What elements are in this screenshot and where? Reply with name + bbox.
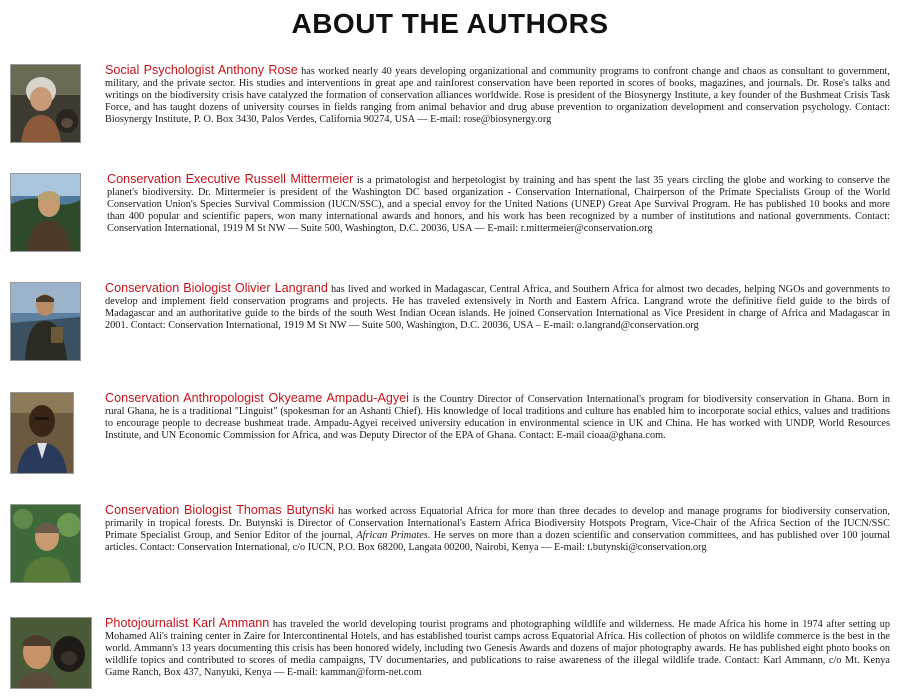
author-text-langrand: has lived and worked in Madagascar, Central Africa, and Southern Africa for almost two decades, helping NGOs and governments to develop and implement field conservation programs and projects. He has traveled extensively in North and Eastern Africa. Langrand wrote the definitive field guide to the birds of Madagascar and an authoritative guide to the birds of the south West Indian Ocean islands. He joined Conservation International as Vice President in charge of Africa and Madagascar in 2001. Contact: Conservation International, 1919 M St NW — Suite 500, Washington, D.C. 20036, USA – E-mail: o.langrand@conservation.org	[105, 284, 890, 332]
author-text-ammann: has traveled the world developing tourist programs and photographing wildlife and wilderness. He made Africa his home in 1974 after setting up Mohamed Ali's training center in Zaire for Intercontinental Hotels, and has established tourist camps across Equatorial Africa. His collection of photos on wildlife commerce is the best in the world. Ammann's 13 years documenting this crisis has been honored widely, including two Genesis Awards and dozens of major photography awards. He has published eight photo books on wildlife topics and contributed to scores of media campaigns, TV documentaries, and publications to raise awareness of the illegal wildlife trade. Contact: Karl Ammann, c/o Mt. Kenya Game Ranch, Box 437, Nanyuki, Kenya — E-mail: kamman@form-net.com	[105, 619, 891, 679]
author-bio-mittermeier	[107, 173, 890, 235]
author-bio-langrand	[105, 282, 890, 332]
author-text-butynski-2: . He serves on more than a dozen scientific and conservation committees, and has published over 100 journal articles. Contact: Conservation International, c/o IUCN, P.O. Box 68200, Langata 00200, Nairobi, Kenya — E-mail: t.butynski@conservation.org	[105, 530, 890, 554]
author-photo-ammann	[10, 617, 92, 689]
author-photo-butynski	[10, 504, 81, 583]
journal-title: African Primates	[356, 530, 428, 542]
author-text-butynski-1: has worked across Equatorial Africa for more than three decades to develop and manage programs for biodiversity conservation, primarily in tropical forests. Dr. Butynski is Director of Conservation International's Eastern Africa Biodiversity Hotspots Program, Vice-Chair of the Africa Section of the IUCN/SSC Primate Specialist Group, and Senior Editor of the journal,	[105, 506, 890, 542]
author-entry-butynski	[10, 504, 890, 584]
author-photo-langrand	[10, 282, 81, 361]
page-title: ABOUT THE AUTHORS	[291, 8, 609, 39]
author-entry-rose	[10, 64, 890, 144]
author-entry-ammann	[10, 617, 890, 697]
author-photo-mittermeier	[10, 173, 81, 252]
author-bio-ammann	[105, 617, 890, 679]
author-text-ampadu-agyei: is the Country Director of Conservation International's program for biodiversity conservation in Ghana. Born in rural Ghana, he is a traditional "Linguist" (spokesman for an Ashanti Chief). His knowledge of local traditions and culture has enabled him to incorporate social ethics, values and traditions to encourage people to decrease bushmeat trade. Ampadu-Agyei received university education in environmental science in UK and China. He has worked with UNDP, World Resources Institute, and UN Economic Commission for Africa, and was Deputy Director of the EPA of Ghana. Contact: E-mail cioaa@ghana.com.	[105, 394, 890, 442]
author-photo-rose	[10, 64, 81, 143]
author-bio-rose	[105, 64, 890, 126]
author-text-mittermeier: is a primatologist and herpetologist by training and has spent the last 35 years circling the globe and working to conserve the planet's biodiversity. Dr. Mittermeier is president of the Washington DC based organization - Conservation International, Chairperson of the Primate Specialists Group of the World Conservation Union's Species Survival Commission (IUCN/SSC), and a special envoy for the United Nations (UNEP) Great Ape Survival Program. He has published 10 books and more than 400 popular and scientific papers, won many international awards and honors, and his work has been recognized by a number of institutions and national governments. Contact: Conservation International, 1919 M St NW — Suite 500, Washington, D.C. 20036, USA — E-mail: r.mittermeier@conservation.org	[107, 175, 890, 235]
author-name-ammann: Photojournalist Karl Ammann	[105, 616, 270, 630]
author-entry-ampadu-agyei	[10, 392, 890, 472]
author-bio-butynski	[105, 504, 890, 554]
author-name-langrand: Conservation Biologist Olivier Langrand	[105, 281, 328, 295]
author-name-mittermeier: Conservation Executive Russell Mittermeier	[107, 172, 354, 186]
author-name-ampadu-agyei: Conservation Anthropologist Okyeame Ampadu-Agyei	[105, 391, 409, 405]
author-entry-mittermeier	[10, 173, 890, 253]
author-name-butynski: Conservation Biologist Thomas Butynski	[105, 503, 335, 517]
author-name-rose: Social Psychologist Anthony Rose	[105, 63, 298, 77]
author-bio-ampadu-agyei	[105, 392, 890, 442]
author-photo-ampadu-agyei	[10, 392, 74, 474]
author-text-rose: has worked nearly 40 years developing organizational and community programs to confront change and chaos as consultant to government, military, and the private sector. His studies and interventions in great ape and rainforest conservation have been reported in scores of books, magazines, and journals. Dr. Rose's talks and writings on the biodiversity crisis have catalyzed the formation of conservation alliances worldwide. Rose is president of the Biosynergy Institute, a key founder of the Bushmeat Crisis Task Force, and has taught dozens of university courses in fields ranging from animal behavior and drug abuse prevention to organization development and conservation psychology. Contact: Biosynergy Institute, P. O. Box 3430, Palos Verdes, California 90274, USA — E-mail: rose@biosynergy.org	[105, 66, 890, 126]
author-entry-langrand	[10, 282, 890, 362]
